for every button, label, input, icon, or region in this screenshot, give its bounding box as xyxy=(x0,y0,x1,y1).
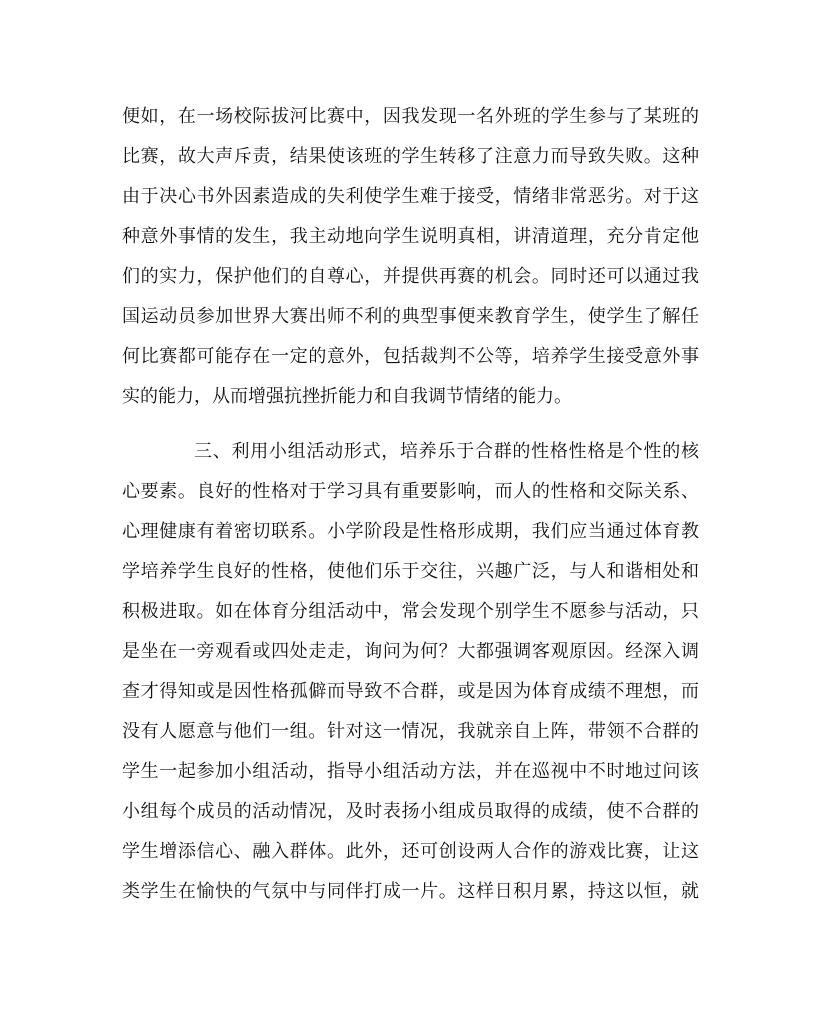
text-line: 学培养学生良好的性格，使他们乐于交往，兴趣广泛，与人和谐相处和 xyxy=(122,561,699,582)
text-line: 们的实力，保护他们的自尊心，并提供再赛的机会。同时还可以通过我 xyxy=(122,266,699,287)
text-line: 由于决心书外因素造成的失利使学生难于接受，情绪非常恶劣。对于这 xyxy=(122,186,699,207)
text-line: 便如，在一场校际拔河比赛中，因我发现一名外班的学生参与了某班的 xyxy=(122,106,699,127)
text-line: 心理健康有着密切联系。小学阶段是性格形成期，我们应当通过体育教 xyxy=(122,521,699,542)
text-line: 实的能力，从而增强抗挫折能力和自我调节情绪的能力。 xyxy=(122,386,572,407)
text-line: 何比赛都可能存在一定的意外，包括裁判不公等，培养学生接受意外事 xyxy=(122,346,699,367)
text-line: 查才得知或是因性格孤僻而导致不合群，或是因为体育成绩不理想，而 xyxy=(122,681,699,702)
text-line: 学生增添信心、融入群体。此外，还可创设两人合作的游戏比赛，让这 xyxy=(122,841,699,862)
text-line: 是坐在一旁观看或四处走走，询问为何？大都强调客观原因。经深入调 xyxy=(122,641,699,662)
text-line: 学生一起参加小组活动，指导小组活动方法，并在巡视中不时地过问该 xyxy=(122,761,699,782)
text-line: 类学生在愉快的气氛中与同伴打成一片。这样日积月累，持这以恒，就 xyxy=(122,881,699,902)
text-line: 种意外事情的发生，我主动地向学生说明真相，讲清道理，充分肯定他 xyxy=(122,226,699,247)
text-line: 国运动员参加世界大赛出师不利的典型事便来教育学生，使学生了解任 xyxy=(122,306,699,327)
text-line: 积极进取。如在体育分组活动中，常会发现个别学生不愿参与活动，只 xyxy=(122,601,699,622)
text-line: 没有人愿意与他们一组。针对这一情况，我就亲自上阵，带领不合群的 xyxy=(122,721,699,742)
text-line: 小组每个成员的活动情况，及时表扬小组成员取得的成绩，使不合群的 xyxy=(122,801,699,822)
text-line: 比赛，故大声斥责，结果使该班的学生转移了注意力而导致失败。这种 xyxy=(122,146,699,167)
text-line: 心要素。良好的性格对于学习具有重要影响，而人的性格和交际关系、 xyxy=(122,481,699,502)
section-heading-line: 三、利用小组活动形式，培养乐于合群的性格性格是个性的核 xyxy=(194,441,699,462)
